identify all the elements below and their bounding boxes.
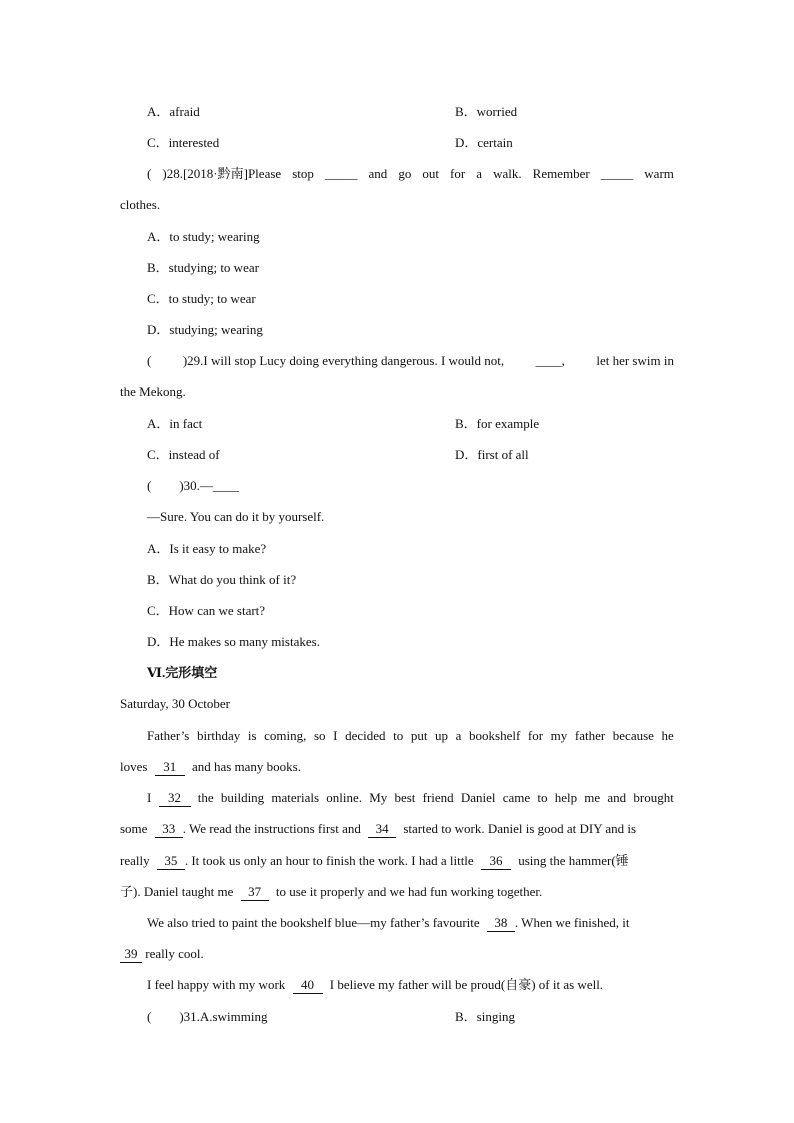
passage-line-4: some 33 . We read the instructions first and 34 started to work. Daniel is good at DIY and is bbox=[120, 821, 637, 836]
blank-33: 33 bbox=[155, 821, 183, 838]
section-heading: Ⅵ.完形填空 bbox=[147, 665, 218, 680]
q27-option-c: C．interested bbox=[147, 135, 220, 150]
q27-option-b: B．worried bbox=[455, 104, 518, 119]
q30-option-d: D．He makes so many mistakes. bbox=[147, 634, 320, 649]
blank-31: 31 bbox=[155, 759, 185, 776]
q28-option-a: A．to study; wearing bbox=[147, 229, 260, 244]
q28-option-d: D．studying; wearing bbox=[147, 322, 263, 337]
q30-option-c: C．How can we start? bbox=[147, 603, 266, 618]
blank-32: 32 bbox=[159, 790, 191, 807]
q28-stem: ( )28.[2018·黔南]Please stop _____ and go out for a walk. Remember _____ warm bbox=[147, 166, 674, 181]
passage-line-7: We also tried to paint the bookshelf blue—my father’s favourite 38 . When we finished, it bbox=[147, 915, 630, 930]
passage-line-6: 子). Daniel taught me 37 to use it properly and we had fun working together. bbox=[120, 884, 543, 899]
q30-reply: —Sure. You can do it by yourself. bbox=[147, 509, 325, 524]
passage-date: Saturday, 30 October bbox=[120, 696, 230, 711]
blank-40: 40 bbox=[293, 977, 323, 994]
passage-line-2: loves 31 and has many books. bbox=[120, 759, 301, 774]
q29-option-a: A．in fact bbox=[147, 416, 203, 431]
passage-line-3: I 32 the building materials online. My best friend Daniel came to help me and brought bbox=[147, 790, 674, 805]
q29-option-d: D．first of all bbox=[455, 447, 529, 462]
q29-option-b: B．for example bbox=[455, 416, 540, 431]
q27-option-d: D．certain bbox=[455, 135, 513, 150]
q27-option-a: A．afraid bbox=[147, 104, 200, 119]
q30-option-b: B．What do you think of it? bbox=[147, 572, 297, 587]
q30-stem: ( )30.—____ bbox=[147, 478, 239, 493]
blank-36: 36 bbox=[481, 853, 511, 870]
q31-stem: ( )31.A.swimming bbox=[147, 1009, 268, 1024]
q28-option-b: B．studying; to wear bbox=[147, 260, 259, 275]
blank-38: 38 bbox=[487, 915, 515, 932]
q29-stem: ( )29.I will stop Lucy doing everything dangerous. I would not, ____, let her swim in bbox=[147, 353, 674, 368]
passage-line-5: really 35 . It took us only an hour to finish the work. I had a little 36 using the hammer(锤 bbox=[120, 853, 629, 868]
passage-line-8: 39 really cool. bbox=[120, 946, 204, 963]
q28-stem-continued: clothes. bbox=[120, 197, 161, 212]
passage-line-1: Father’s birthday is coming, so I decided to put up a bookshelf for my father because he bbox=[147, 728, 674, 743]
passage-line-9: I feel happy with my work 40 I believe my father will be proud(自豪) of it as well. bbox=[147, 977, 604, 992]
q31-option-b: B．singing bbox=[455, 1009, 515, 1024]
q29-option-c: C．instead of bbox=[147, 447, 220, 462]
blank-34: 34 bbox=[368, 821, 396, 838]
blank-39: 39 bbox=[120, 946, 142, 963]
q30-option-a: A．Is it easy to make? bbox=[147, 541, 267, 556]
blank-37: 37 bbox=[241, 884, 269, 901]
blank-35: 35 bbox=[157, 853, 185, 870]
q29-stem-continued: the Mekong. bbox=[120, 384, 186, 399]
q28-option-c: C．to study; to wear bbox=[147, 291, 256, 306]
